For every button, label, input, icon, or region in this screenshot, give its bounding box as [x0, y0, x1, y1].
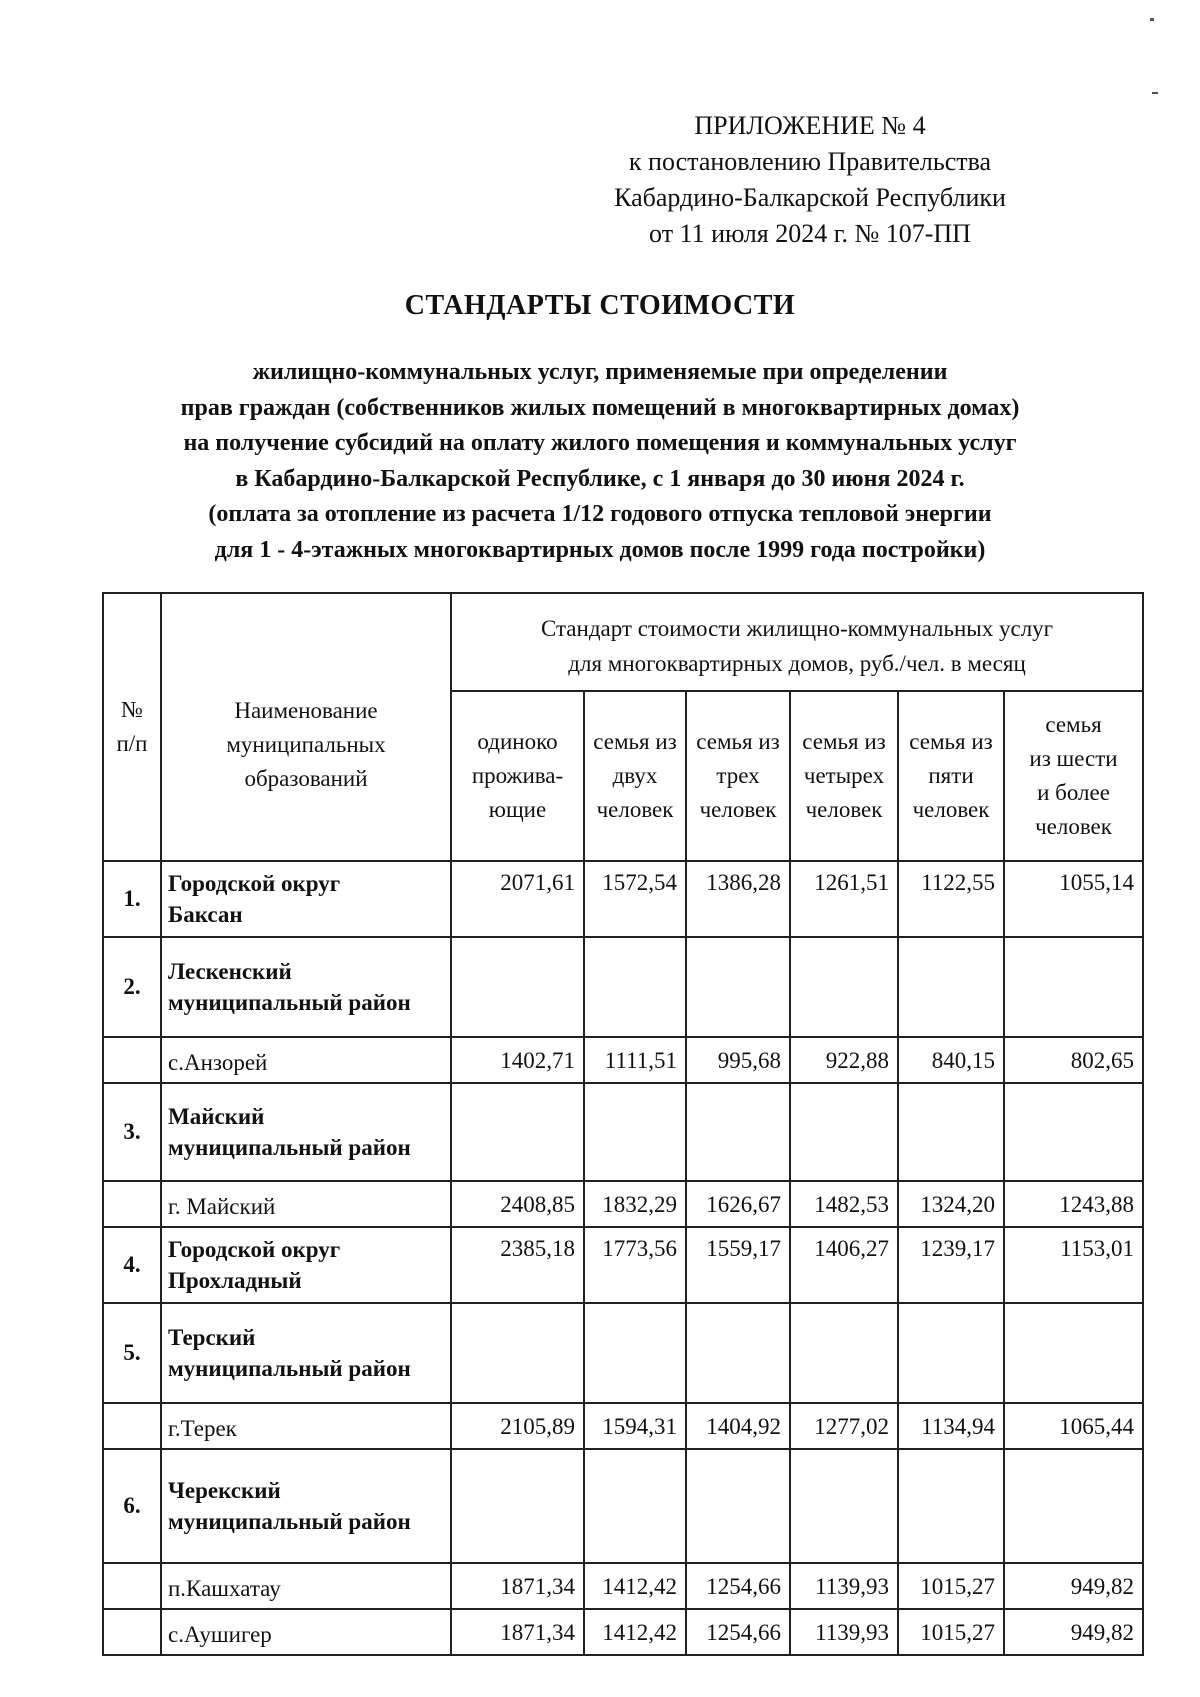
- table-row: [103, 1403, 1143, 1449]
- value-cell: 1261,51: [790, 861, 898, 937]
- appendix-line: к постановлению Правительства: [628, 147, 992, 176]
- table-row: [103, 1227, 1143, 1303]
- appendix-line: от 11 июля 2024 г. № 107-ПП: [649, 219, 971, 248]
- header-text: семья из: [696, 729, 780, 754]
- municipality-name: [161, 1449, 451, 1563]
- value-cell: 1773,56: [584, 1227, 686, 1303]
- table-row: [103, 861, 1143, 937]
- row-number: 2.: [103, 937, 161, 1037]
- value-cell: 1015,27: [898, 1609, 1004, 1655]
- value-cell: [686, 1303, 790, 1403]
- header-family-5: [898, 691, 1004, 861]
- row-number: 4.: [103, 1227, 161, 1303]
- table-row: [103, 1083, 1143, 1181]
- appendix-header: [560, 108, 1060, 252]
- value-cell: 2408,85: [451, 1181, 584, 1227]
- value-cell: [451, 937, 584, 1037]
- value-cell: 1111,51: [584, 1037, 686, 1083]
- header-text: п/п: [116, 731, 148, 756]
- value-cell: [898, 1303, 1004, 1403]
- value-cell: [686, 1449, 790, 1563]
- header-text: человек: [912, 797, 990, 822]
- header-text: человек: [1035, 814, 1112, 839]
- row-number: 1.: [103, 861, 161, 937]
- table-row: [103, 937, 1143, 1037]
- value-cell: [790, 1303, 898, 1403]
- header-text: одиноко: [477, 729, 558, 754]
- value-cell: 1404,92: [686, 1403, 790, 1449]
- value-cell: 1871,34: [451, 1609, 584, 1655]
- value-cell: 1482,53: [790, 1181, 898, 1227]
- header-family-6plus: [1004, 691, 1143, 861]
- value-cell: 1402,71: [451, 1037, 584, 1083]
- value-cell: [1004, 1083, 1143, 1181]
- header-text: из шести: [1029, 746, 1118, 771]
- value-cell: 802,65: [1004, 1037, 1143, 1083]
- name-line: муниципальный район: [168, 1509, 411, 1534]
- value-cell: 1254,66: [686, 1609, 790, 1655]
- header-text: образований: [244, 766, 368, 791]
- header-text: для многоквартирных домов, руб./чел. в месяц: [568, 651, 1026, 676]
- value-cell: 1324,20: [898, 1181, 1004, 1227]
- header-num: [103, 593, 161, 861]
- name-line: Городской округ: [168, 871, 341, 896]
- value-cell: 1412,42: [584, 1563, 686, 1609]
- settlement-name: с.Анзорей: [161, 1037, 451, 1083]
- value-cell: [451, 1083, 584, 1181]
- value-cell: [898, 937, 1004, 1037]
- name-line: Лескенский: [168, 959, 292, 984]
- header-text: четырех: [803, 763, 885, 788]
- header-text: человек: [805, 797, 883, 822]
- appendix-line: Кабардино-Балкарской Республики: [614, 183, 1006, 212]
- header-family-2: [584, 691, 686, 861]
- name-line: муниципальный район: [168, 1135, 411, 1160]
- value-cell: 1386,28: [686, 861, 790, 937]
- value-cell: 2071,61: [451, 861, 584, 937]
- header-family-3: [686, 691, 790, 861]
- header-name: [161, 593, 451, 861]
- row-number: 6.: [103, 1449, 161, 1563]
- header-text: трех: [716, 763, 760, 788]
- settlement-name: г. Майский: [161, 1181, 451, 1227]
- subtitle-line: для 1 - 4-этажных многоквартирных домов после 1999 года постройки): [214, 536, 986, 563]
- value-cell: [898, 1449, 1004, 1563]
- subtitle-line: (оплата за отопление из расчета 1/12 годового отпуска тепловой энергии: [208, 501, 992, 527]
- header-text: №: [121, 697, 143, 722]
- name-line: Городской округ: [168, 1237, 341, 1262]
- header-text: семья из: [593, 729, 677, 754]
- value-cell: 1871,34: [451, 1563, 584, 1609]
- header-text: пяти: [928, 763, 974, 788]
- value-cell: [686, 1083, 790, 1181]
- value-cell: [790, 1083, 898, 1181]
- value-cell: 1239,17: [898, 1227, 1004, 1303]
- value-cell: [686, 937, 790, 1037]
- settlement-name: г.Терек: [161, 1403, 451, 1449]
- header-text: семья из: [909, 729, 993, 754]
- table-row: [103, 1563, 1143, 1609]
- subtitle-line: жилищно-коммунальных услуг, применяемые при определении: [252, 359, 948, 385]
- value-cell: 1015,27: [898, 1563, 1004, 1609]
- row-number: 5.: [103, 1303, 161, 1403]
- settlement-name: с.Аушигер: [161, 1609, 451, 1655]
- municipality-name: [161, 1303, 451, 1403]
- header-text: человек: [596, 797, 674, 822]
- value-cell: [451, 1449, 584, 1563]
- header-text: Наименование: [234, 698, 378, 723]
- value-cell: [451, 1303, 584, 1403]
- name-line: Прохладный: [168, 1268, 302, 1293]
- value-cell: 2105,89: [451, 1403, 584, 1449]
- value-cell: [1004, 937, 1143, 1037]
- value-cell: 1626,67: [686, 1181, 790, 1227]
- name-line: Майский: [168, 1104, 265, 1129]
- name-line: Баксан: [168, 902, 243, 927]
- row-number: [103, 1609, 161, 1655]
- settlement-name: п.Кашхатау: [161, 1563, 451, 1609]
- value-cell: [584, 937, 686, 1037]
- value-cell: [1004, 1449, 1143, 1563]
- header-single: [451, 691, 584, 861]
- value-cell: 1594,31: [584, 1403, 686, 1449]
- municipality-name: [161, 937, 451, 1037]
- row-number: [103, 1181, 161, 1227]
- value-cell: [584, 1083, 686, 1181]
- appendix-number: ПРИЛОЖЕНИЕ № 4: [694, 111, 926, 140]
- header-text: и более: [1037, 780, 1110, 805]
- value-cell: [584, 1449, 686, 1563]
- name-line: Терский: [168, 1325, 256, 1350]
- value-cell: [790, 1449, 898, 1563]
- name-line: муниципальный район: [168, 1356, 411, 1381]
- value-cell: 1055,14: [1004, 861, 1143, 937]
- scan-speck: [1152, 92, 1158, 94]
- scan-speck: [1150, 18, 1154, 21]
- standards-table: [102, 592, 1144, 1656]
- header-text: человек: [699, 797, 777, 822]
- table-row: [103, 1449, 1143, 1563]
- value-cell: 1243,88: [1004, 1181, 1143, 1227]
- municipality-name: [161, 1083, 451, 1181]
- value-cell: 1139,93: [790, 1563, 898, 1609]
- header-family-4: [790, 691, 898, 861]
- value-cell: 1065,44: [1004, 1403, 1143, 1449]
- value-cell: [790, 937, 898, 1037]
- value-cell: 1277,02: [790, 1403, 898, 1449]
- value-cell: [1004, 1303, 1143, 1403]
- table-row: [103, 1609, 1143, 1655]
- value-cell: 922,88: [790, 1037, 898, 1083]
- table-row: [103, 1037, 1143, 1083]
- header-group: [451, 593, 1143, 691]
- name-line: муниципальный район: [168, 990, 411, 1015]
- value-cell: 1122,55: [898, 861, 1004, 937]
- subtitle-line: в Кабардино-Балкарской Республике, с 1 января до 30 июня 2024 г.: [235, 465, 965, 492]
- header-text: двух: [612, 763, 658, 788]
- value-cell: 1559,17: [686, 1227, 790, 1303]
- value-cell: 949,82: [1004, 1563, 1143, 1609]
- name-line: Черекский: [168, 1478, 281, 1503]
- header-text: ющие: [488, 797, 547, 822]
- value-cell: 1254,66: [686, 1563, 790, 1609]
- value-cell: 995,68: [686, 1037, 790, 1083]
- table-row: [103, 1181, 1143, 1227]
- municipality-name: [161, 861, 451, 937]
- row-number: [103, 1403, 161, 1449]
- value-cell: 1139,93: [790, 1609, 898, 1655]
- value-cell: 1153,01: [1004, 1227, 1143, 1303]
- value-cell: 1832,29: [584, 1181, 686, 1227]
- table-row: [103, 1303, 1143, 1403]
- header-text: Стандарт стоимости жилищно-коммунальных услуг: [540, 616, 1054, 641]
- value-cell: 2385,18: [451, 1227, 584, 1303]
- document-subtitle: [80, 355, 1120, 568]
- row-number: [103, 1563, 161, 1609]
- value-cell: 949,82: [1004, 1609, 1143, 1655]
- value-cell: 1406,27: [790, 1227, 898, 1303]
- value-cell: 1134,94: [898, 1403, 1004, 1449]
- municipality-name: [161, 1227, 451, 1303]
- header-text: семья из: [802, 729, 886, 754]
- header-text: прожива-: [471, 763, 564, 788]
- header-text: семья: [1045, 712, 1102, 737]
- document-title: СТАНДАРТЫ СТОИМОСТИ: [404, 290, 796, 321]
- value-cell: [584, 1303, 686, 1403]
- subtitle-line: прав граждан (собственников жилых помещений в многоквартирных домах): [180, 394, 1020, 421]
- subtitle-line: на получение субсидий на оплату жилого помещения и коммунальных услуг: [183, 430, 1017, 456]
- row-number: [103, 1037, 161, 1083]
- value-cell: 840,15: [898, 1037, 1004, 1083]
- value-cell: 1412,42: [584, 1609, 686, 1655]
- row-number: 3.: [103, 1083, 161, 1181]
- value-cell: [898, 1083, 1004, 1181]
- header-text: муниципальных: [226, 732, 386, 757]
- value-cell: 1572,54: [584, 861, 686, 937]
